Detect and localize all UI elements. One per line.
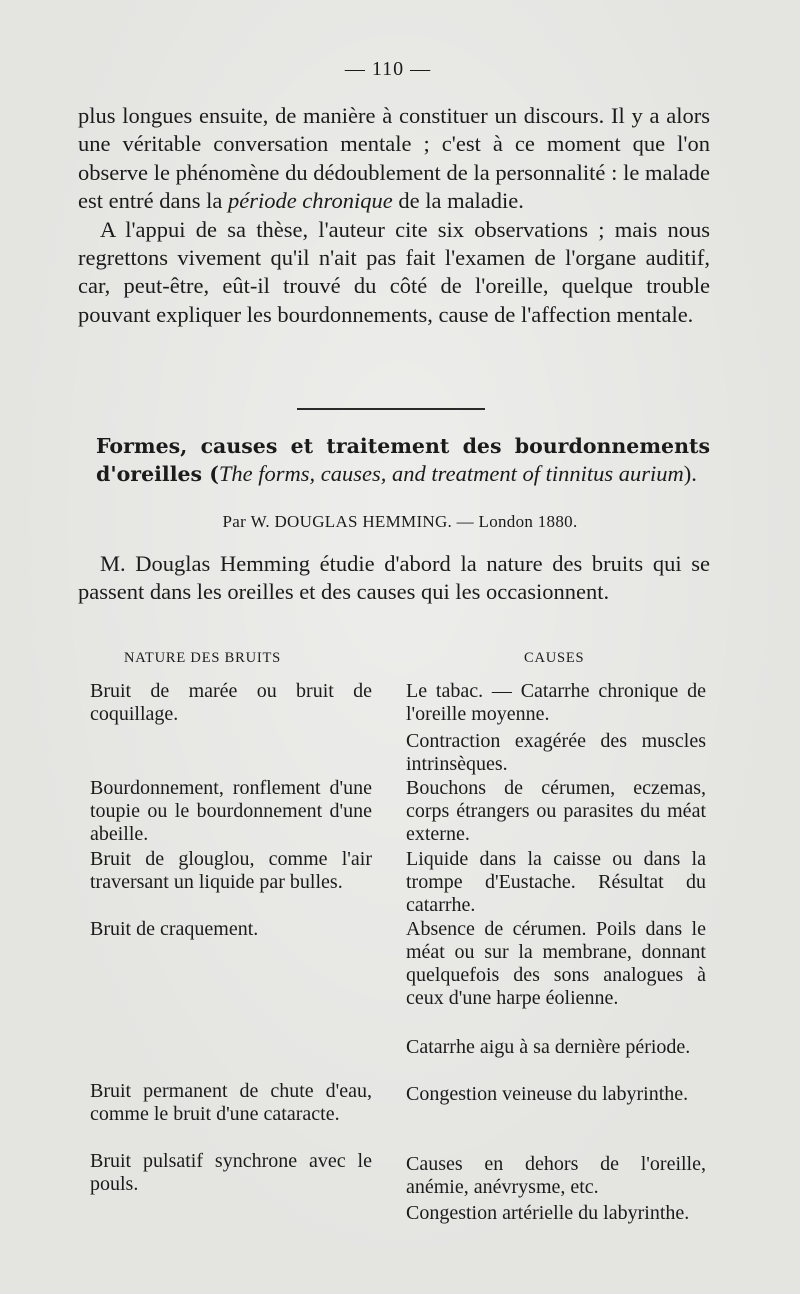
article-paren-open: ( xyxy=(202,462,219,486)
cause-cell: Bouchons de cérumen, eczemas, corps étrangers ou parasites du méat externe. xyxy=(406,777,706,845)
byline-suffix: — London 1880. xyxy=(456,512,578,531)
cause-cell: Catarrhe aigu à sa dernière période. xyxy=(406,1036,691,1058)
paragraph-appui: A l'appui de sa thèse, l'auteur cite six observations ; mais nous regrettons vivement qu'il n'ait pas fait l'examen de l'organe auditif, car, peut-être, eût-il trouvé du côté de l'oreille, quelque trouble pouvant expliquer les bourdonnements, cause de l'affection mentale. xyxy=(78,216,710,327)
nature-cell: Bruit de marée ou bruit de coquillage. xyxy=(90,680,372,725)
paragraph-intro xyxy=(78,102,710,216)
article-paren-close: ). xyxy=(683,461,697,486)
cause-cell: Congestion artérielle du labyrinthe. xyxy=(406,1202,690,1224)
article-title: Formes, causes et traitement des bourdonnements d'oreilles xyxy=(96,434,710,486)
paragraph-hemming: M. Douglas Hemming étudie d'abord la nature des bruits qui se passent dans les oreilles et des causes qui les occasionnent. xyxy=(78,551,710,605)
nature-cell: Bruit de glouglou, comme l'air traversant un liquide par bulles. xyxy=(90,848,372,893)
nature-cell: Bruit pulsatif synchrone avec le pouls. xyxy=(90,1150,372,1195)
nature-cell: Bruit permanent de chute d'eau, comme le bruit d'une cataracte. xyxy=(90,1080,372,1125)
cause-cell: Causes en dehors de l'oreille, anémie, anévrysme, etc. xyxy=(406,1153,706,1198)
page-number: — 110 — xyxy=(344,58,432,80)
section-divider xyxy=(297,408,485,410)
column-header-causes: CAUSES xyxy=(524,650,585,666)
body-text-hemming xyxy=(78,550,710,607)
cause-cell: Liquide dans la caisse ou dans la trompe d'Eustache. Résultat du catarrhe. xyxy=(406,848,706,916)
intro-text-after: de la maladie. xyxy=(392,188,524,214)
intro-text-before: plus longues ensuite, de manière à constituer un discours. Il y a alors une véritable conversation mentale ; c'est à ce moment que l'on observe le phénomène du dédoublement de la personnalité : le malade est entré dans la xyxy=(78,103,710,214)
cause-cell: Contraction exagérée des muscles intrinsèques. xyxy=(406,730,706,775)
body-text-top xyxy=(78,102,710,329)
cause-cell: Le tabac. — Catarrhe chronique de l'oreille moyenne. xyxy=(406,680,706,725)
byline-author: W. DOUGLAS HEMMING. xyxy=(250,512,453,531)
byline-prefix: Par xyxy=(222,512,247,531)
article-byline xyxy=(0,512,800,532)
column-header-nature: NATURE DES BRUITS xyxy=(124,650,281,666)
tinnitus-table xyxy=(78,650,710,1250)
nature-cell: Bourdonnement, ronflement d'une toupie ou le bourdonnement d'une abeille. xyxy=(90,777,372,845)
article-heading xyxy=(96,432,710,488)
cause-cell: Absence de cérumen. Poils dans le méat ou sur la membrane, donnant quelquefois des sons analogues à ceux d'une harpe éolienne. xyxy=(406,918,706,1009)
intro-text-italic: période chronique xyxy=(227,188,393,214)
cause-cell: Congestion veineuse du labyrinthe. xyxy=(406,1083,689,1105)
nature-cell: Bruit de craquement. xyxy=(90,918,259,940)
article-english-title: The forms, causes, and treatment of tinnitus aurium xyxy=(218,461,684,486)
